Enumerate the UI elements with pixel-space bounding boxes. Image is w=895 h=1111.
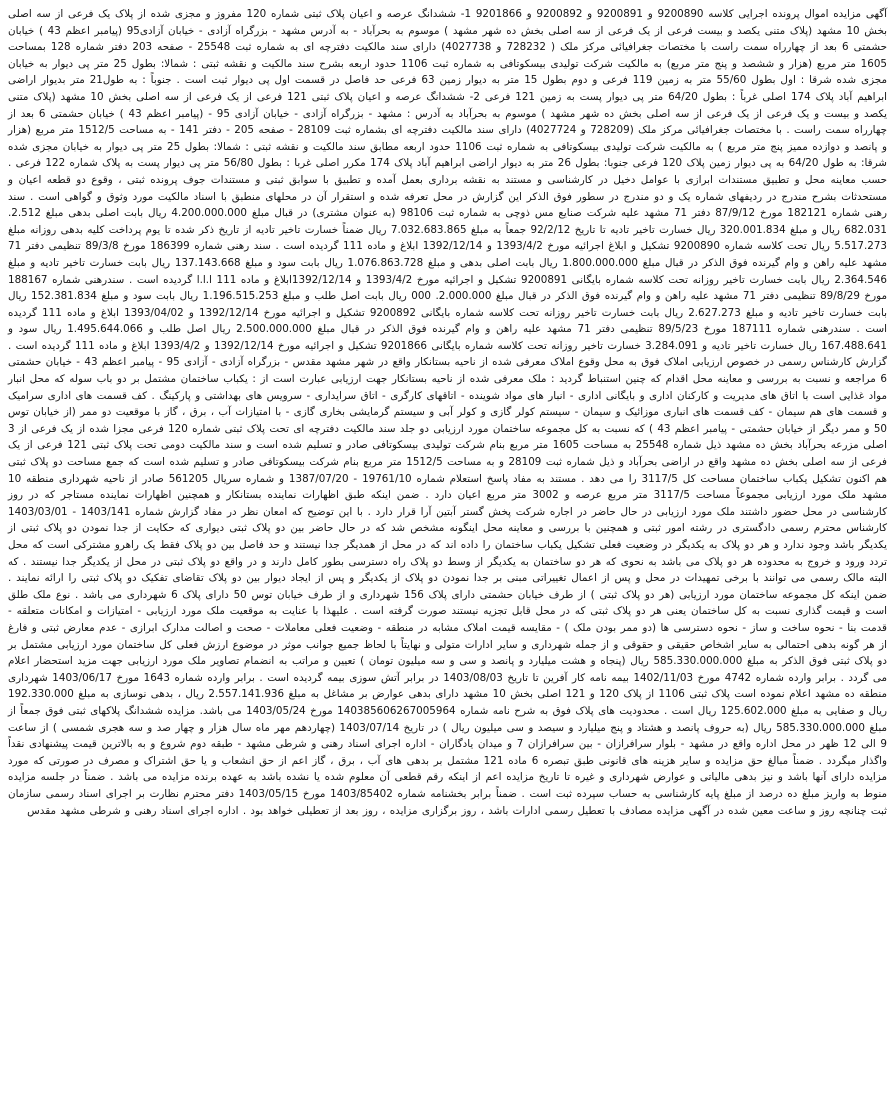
notice-body-text: آگهی مزایده اموال پرونده اجرایی کلاسه 9200890 و 9200891 و 9200892 و 9201866 1- ششدانگ عرصه و اعیان پلاک ثبتی شماره 120 مفروز و مجزی شده از پلاک یک فرعی از سه اصلی بخش 10 مشهد (پلاک متنی یکصد و بیست فرعی از یک فرعی از سه اصلی بخش ده شهر مشهد ) موسوم به بحرآباد - به آدرس مشهد - بزرگراه آزادی - خیابان آزادی95 (پیامبر اعظم 43 ) خیابان حشمتی 6 بعد از چهارراه سمت راست با مختصات جغرافیائی مرکز ملک ( 728232 و 4027738) دارای سند مالکیت دفترچه ای به شماره ثبت 25548 - صفحه 203 دفتر شماره 128 بمساحت 1605 متر مربع (هزار و ششصد و پنج متر مربع) به مالکیت شرکت تولیدی بیسکوتافی به شماره ثبت 1106 حدود اربعه بشرح سند مالکیت و نقشه ثبتی : شمالا: بطول 25 متر پی دیوار به خیابان مجزی شده شرقا : اول بطول 55/60 متر به زمین 119 فرعی و دوم بطول 15 متر به دیوار زمین 63 فرعی حد فاصل در قسمت اول پی دیوار ثبت است . جنوباً : به طول21 متر بدیوار اراضی ابراهیم آباد پلاک 174 اصلی غرباً : بطول 64/20 متر پی دیوار پست به زمین 121 فرعی 2- ششدانگ عرصه و اعیان پلاک ثبتی 121 فرعی از یک فرعی از سه اصلی بخش 10 مشهد (پلاک متنی یکصد و بیست و یک فرعی از یک فرعی از سه اصلی بخش ده شهر مشهد ) موسوم به بحرآباد به آدرس : مشهد - بزرگراه آزادی - خیابان آزادی 95 - (پیامبر اعظم 43 ) خیابان حشمتی 6 بعد از چهارراه سمت راست . با مختصات جغرافیائی مرکز ملک (728209 و 4027724) دارای سند مالکیت دفترچه ای بشماره ثبت 28109 - صفحه 205 - دفتر 141 - به مساحت 1512/5 متر مربع (هزار و پانصد و دوازده ممیز پنج متر مربع ) به مالکیت شرکت تولیدی بیسکوتافی به شماره ثبت 1106 حدود اربعه مطابق سند مالکیت و نقشه ثبتی : شمالا: بطول 25 متر پی دیوار به خیابان مجزی شده شرقا: به طول 64/20 به پی دیوار زمین پلاک 120 فرعی جنوبا: بطول 26 متر به دیوار اراضی ابراهیم آباد پلاک 174 مکرر اصلی غربا : بطول 56/80 متر پی دیوار پست به پلاک شماره 122 فرعی . حسب معاینه محل و تطبیق مستندات ابرازی با عوامل دخیل در کارشناسی و مستند به نقشه برداری بعمل آمده و تطبیق با سوابق ثبتی و مستندات جوف پرونده ثبتی ، وقوع دو قطعه اعیان و مستحدثات بشرح مندرج در ردیفهای شماره یک و دو مندرج در سطور فوق الذکر این گزارش در محل تعرفه شده و استقرار آن در محلهای منطبق با اسناد مالکیت مورد وثوق و گواهی است . سند رهنی شماره 182121 مورخ 87/9/12 دفتر 71 مشهد علیه شرکت صنایع مس ذوچی به شماره ثبت 98106 (به عنوان مشتری) در قبال مبلغ 4.200.000.000 ریال بابت اصلی بدهی مبلغ 2.512. 682.031 ریال و مبلغ 320.001.834 ریال خسارت تاخیر تادیه تا تاریخ 92/2/12 جمعاً به مبلغ 7.032.683.865 ریال ضمناً خسارت تاخیر تادیه از تاریخ ذکر شده تا یوم پرداخت کلیه بدهی روزانه مبلغ 5.517.273 ریال تحت کلاسه شماره 9200890 تشکیل و ابلاغ اجرائیه مورخ 1393/4/2 و 1392/12/14 ابلاغ و ماده 111 گردیده است . سند رهنی شماره 186399 مورخ 89/3/8 تنظیمی دفتر 71 مشهد علیه راهن و وام گیرنده فوق الذکر در قبال مبلغ 1.800.000.000 ریال بابت اصلی بدهی و مبلغ 1.076.863.728 ریال بابت سود و مبلغ 137.143.668 ریال بابت خسارت تاخیر تادیه و مبلغ 2.364.546 ریال بابت خسارت تاخیر روزانه تحت کلاسه شماره بایگانی 9200891 تشکیل و اجرائیه مورخ 1393/4/2 و 1392/12/14ابلاغ و ماده 111 ا.ا.ا گردیده است . سندرهنی شماره 188167 مورخ 89/8/29 تنظیمی دفتر 71 مشهد علیه راهن و وام گیرنده فوق الذکر در قبال مبلغ 2.000.000. 000 ریال بابت اصل طلب و مبلغ 1.196.515.253 ریال بابت سود و مبلغ 152.381.834 ریال بابت خسارت تاخیر تادیه و مبلغ 2.627.273 ریال بابت خسارت تاخیر روزانه تحت کلاسه شماره بایگانی 9200892 تشکیل و اجرائیه مورخ 1392/12/14 و 1393/04/02 ابلاغ و ماده 111 گردیده است . سندرهنی شماره 187111 مورخ 89/5/23 تنظیمی دفتر 71 مشهد علیه راهن و وام گیرنده فوق الذکر در قبال مبلغ 2.500.000.000 ریال اصل طلب و 1.495.644.066 ریال سود و 167.488.641 ریال خسارت تاخیر تادیه و 3.284.091 خسارت تاخیر روزانه تحت کلاسه شماره بایگانی 9201866 تشکیل و اجرائیه مورخ 1392/12/14 و 1393/4/2 ابلاغ و ماده 111 گردیده است . گزارش کارشناس رسمی در خصوص ارزیابی املاک فوق به محل وقوع املاک معرفی شده از ناحیه بستانکار واقع در شهر مشهد مقدس - بزرگراه آزادی - آزادی 95 - پیامبر اعظم 43 - خیابان حشمتی 6 مراجعه و نسبت به بررسی و معاینه محل اقدام که چنین استنباط گردید : ملک معرفی شده از ناحیه بستانکار جهت ارزیابی عبارت است از : یکباب ساختمان مشتمل بر دو باب سوله که محل انبار مواد غذایی است با اتاق های مدیریت و کارکنان اداری و بایگانی اداری - انبار های مواد شوینده - اتاقهای کارگری - اتاق سرایداری - سرویس های بهداشتی و پارکینگ . کف قسمت های اداری سرامیک و قسمت های هم سیمان - کف قسمت های انباری موزائیک و سیمان - سیستم کولر گازی و کولر آبی و سیستم گرمایشی بخاری گازی - با امتیازات آب ، برق ، گاز با موقعیت دو ممر (از خیابان توس 50 و ممر دیگر از خیابان حشمتی - پیامبر اعظم 43 ) که نسبت به کل مجموعه ساختمان مورد ارزیابی دو جلد سند مالکیت دفترچه ای تحت پلاک ثبتی شماره 120 فرعی مجزا شده از یک فرعی از 3 اصلی مزرعه بحرآباد بخش ده مشهد ذیل شماره 25548 به مساحت 1605 متر مربع بنام شرکت تولیدی بیسکوتافی صادر و تسلیم شده است و سند مالکیت دومی تحت پلاک ثبتی 121 فرعی از یک فرعی از سه اصلی بخش ده مشهد واقع در اراضی بحرآباد و ذیل شماره ثبت 28109 و به مساحت 1512/5 متر مربع بنام شرکت بیسکوتافی صادر و تسلیم شده است که جمع مساحت دو پلاک ثبتی هم اکنون تشکیل یکباب ساختمان مساحت کل 3117/5 را می دهد . مستند به مفاد پاسخ استعلام شماره 19761/10 - 1387/07/20 و شماره سریال 561205 صادر از ناحیه شهرداری منطقه 10 مشهد ملک مورد ارزیابی مجموعاً مساحت 3117/5 متر مربع عرصه و 3002 متر مربع اعیان دارد . ضمن اینکه طبق اظهارات نماینده بستانکار و همچنین اظهارات نماینده مستاجر که در روز کارشناسی در محل حضور داشتند ملک مورد ارزیابی در حال حاضر در اجاره شرکت پخش گستر آبتین آرا قرار دارد . با این توضیح که امعان نظر در مفاد گزارش شماره 1403/141 - 1403/03/01 کارشناس محترم رسمی دادگستری در رشته امور ثبتی و همچنین با بررسی و معاینه محل اینگونه مشخص شد که در حال حاضر بین دو پلاک ثبتی دیواری که حکایت از جدا نمودن دو پلاک ثبتی از یکدیگر باشد وجود ندارد و هر دو پلاک به یکدیگر در وضعیت فعلی تشکیل یکباب ساختمان را داده اند که در محل از همدیگر جدا نیستند و حد فاصل بین دو پلاک فقط یک راهرو مشترکی است که محل تردد ورود و خروج به محدوده هر دو پلاک می باشد به نحوی که هر دو ساختمان به یکدیگر از وسط دو پلاک راه دسترسی بطور کامل دارند و در واقع دو پلاک ثبتی در محل از یکدیگر جدا نیستند . که البته مالک رسمی می توانند با برخی تمهیدات در محل و پس از اعمال تغییراتی مبنی بر جدا نمودن دو پلاک از یکدیگر و پس از ایجاد دیوار بین دو پلاک تقاضای تفکیک دو پلاک ثبتی را ارائه نمایند . ضمن اینکه کل مجموعه ساختمان مورد ارزیابی (هر دو پلاک ثبتی ) از طرف خیابان حشمتی دارای پلاک 156 شهرداری و از طرف خیابان توس 50 دارای پلاک 6 شهرداری می باشد . نوع ملک طلق است و قیمت گذاری نسبت به کل ساختمان یعنی هر دو پلاک ثبتی که در محل قابل تجزیه نیستند صورت گرفته است . علیهذا با عنایت به موقعیت ملک مورد ارزیابی - امتیازات و امکانات متعلقه - قدمت بنا - نحوه ساخت و ساز - نحوه دسترسی ها (دو ممر بودن ملک ) - مقایسه قیمت املاک مشابه در منطقه - وضعیت فعلی معاملات - صحت و اصالت مدارک ابرازی - عدم معارض ثبتی و فارغ از هر گونه بدهی احتمالی به سایر اشخاص حقیقی و حقوقی و از جمله شهرداری و سایر ادارات متولی و نهایتاً با لحاظ جمیع جوانب موثر در موضوع ارزش فعلی کل ساختمان مورد ارزیابی مشتمل بر دو پلاک ثبتی فوق الذکر به مبلغ 585.330.000.000 ریال (پنجاه و هشت میلیارد و پانصد و سی و سه میلیون تومان ) تعیین و مراتب به انضمام تصاویر ملک مورد ارزیابی جهت مزید استحضار اعلام می گردد . برابر وارده شماره 4742 مورخ 1402/11/03 بیمه نامه کار آفرین تا تاریخ 1403/08/03 در برابر آتش سوزی بیمه گردیده است . برابر وارده شماره 1643 مورخ 1403/06/17 شهرداری منطقه ده مشهد اعلام نموده است پلاک ثبتی 1106 از پلاک 120 و 121 اصلی بخش 10 مشهد دارای بدهی عوارض بر مشاغل به مبلغ 2.557.141.936 ریال ، بدهی نوسازی به مبلغ 192.330.000 ریال و صفایی به مبلغ 125.602.000 ریال است . محدودیت های پلاک فوق به شرح نامه شماره 140385606267005964 مورخ 1403/05/24 می باشد. مزایده ششدانگ پلاکهای ثبتی فوق جمعاً از مبلغ 585.330.000.000 ریال (به حروف پانصد و هشتاد و پنج میلیارد و سیصد و سی میلیون ریال ) در تاریخ 1403/07/14 (چهاردهم مهر ماه سال هزار و چهار صد و سه هجری شمسی ) از ساعت 9 الی 12 ظهر در محل اداره واقع در مشهد - بلوار سرافرازان - بین سرافرازان 7 و میدان یادگاران - اداره اجرای اسناد رهنی و شرطی مشهد - طبقه دوم شروع و به بالاترین قیمت پیشنهادی نقداً واگذار میگردد . ضمناً مبالغ حق مزایده و سایر هزینه های قانونی طبق تبصره 6 ماده 121 مشتمل بر بدهی های آب ، برق ، گاز اعم از حق انشعاب و یا حق اشتراک و مصرف در صورتی که مورد مزایده دارای آنها باشد و نیز بدهی مالیاتی و عوارض شهرداری و غیره تا تاریخ مزایده اعم از اینکه رقم قطعی آن معلوم شده یا نشده باشد به عهده برنده مزایده می باشد . ضمناً در جلسه مزایده منوط به واریز مبلغ ده درصد از مبلغ پایه کارشناسی به حساب سپرده ثبت است . ضمناً برابر بخشنامه شماره 1403/85402 مورخ 1403/05/15 دفتر محترم نظارت بر اجرای اسناد رسمی سازمان ثبت چنانچه روز و ساعت معین شده در آگهی مزایده مصادف با تعطیل رسمی ادارات باشد ، روز برگزاری مزایده ، روز بعد از تعطیلی خواهد بود . اداره اجرای اسناد رهنی و شرطی مشهد مقدس [8, 8, 888, 817]
